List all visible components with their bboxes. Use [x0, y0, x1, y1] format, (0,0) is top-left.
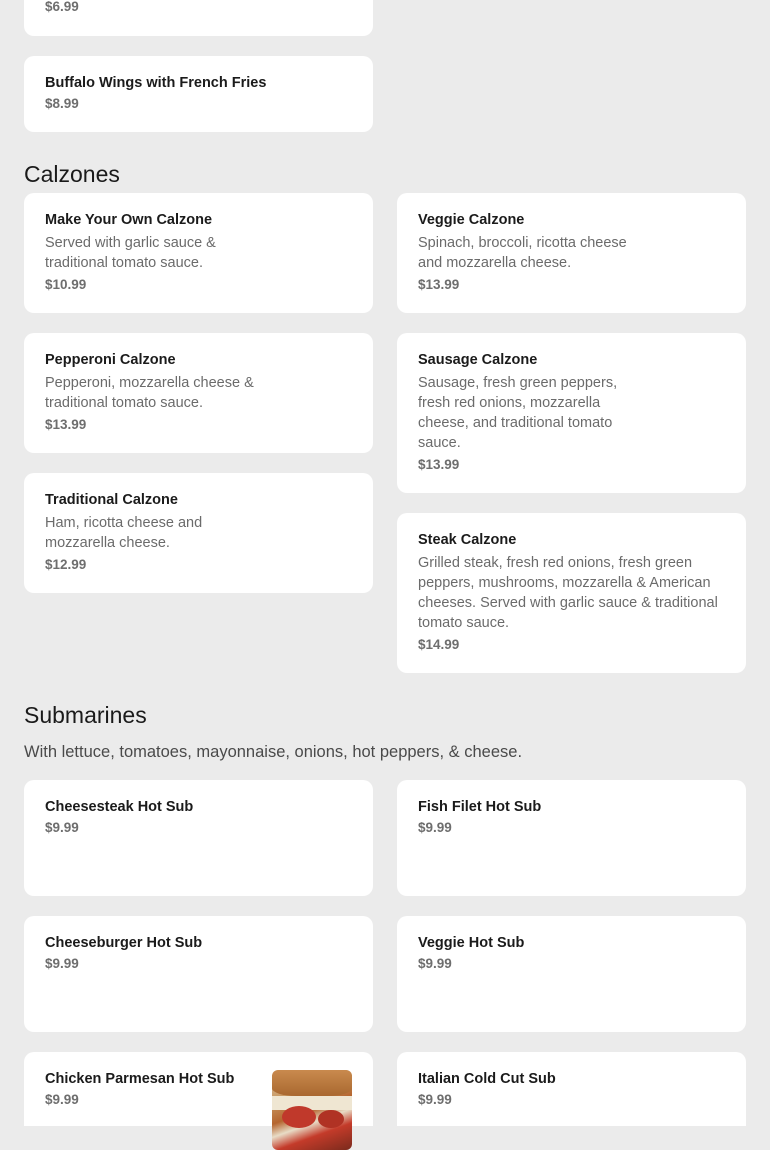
item-price: $13.99 — [418, 457, 460, 472]
item-description: Pepperoni, mozzarella cheese & traditional tomato sauce. — [45, 375, 254, 411]
menu-item-card[interactable] — [24, 1052, 373, 1126]
item-name: Sausage Calzone — [418, 352, 538, 368]
item-name: Make Your Own Calzone — [45, 212, 213, 228]
item-description: Grilled steak, fresh red onions, fresh green peppers, mushrooms, mozzarella & American cheeses. Served with garlic sauce & traditional tomato sauce. — [418, 555, 718, 631]
item-price: $6.99 — [45, 0, 79, 14]
item-price: $14.99 — [418, 637, 460, 652]
item-name: Buffalo Wings with French Fries — [45, 75, 267, 91]
menu-item-card[interactable] — [24, 193, 373, 313]
item-description: Ham, ricotta cheese and mozzarella cheese. — [45, 515, 203, 551]
item-price: $9.99 — [418, 1092, 452, 1107]
item-price: $8.99 — [45, 96, 79, 111]
menu-item-card[interactable] — [397, 916, 746, 1032]
menu-item-card[interactable] — [397, 193, 746, 313]
item-name: Cheesesteak Hot Sub — [45, 799, 194, 815]
menu-item-card[interactable] — [397, 513, 746, 673]
item-price: $13.99 — [418, 277, 460, 292]
item-name: Traditional Calzone — [45, 492, 178, 508]
item-price: $10.99 — [45, 277, 87, 292]
menu-item-card[interactable] — [397, 780, 746, 896]
item-price: $9.99 — [45, 956, 79, 971]
menu-item-card[interactable] — [24, 473, 373, 593]
item-price: $9.99 — [418, 956, 452, 971]
item-name: Veggie Hot Sub — [418, 935, 525, 951]
item-price: $9.99 — [45, 1092, 79, 1107]
item-price: $13.99 — [45, 417, 87, 432]
item-name: Pepperoni Calzone — [45, 352, 176, 368]
menu-item-card[interactable] — [24, 0, 373, 36]
item-name: Steak Calzone — [418, 532, 517, 548]
item-name: Cheeseburger Hot Sub — [45, 935, 203, 951]
item-description: Spinach, broccoli, ricotta cheese and mozzarella cheese. — [418, 235, 627, 271]
item-price: $9.99 — [45, 820, 79, 835]
menu-item-card[interactable] — [24, 56, 373, 132]
item-name: Fish Filet Hot Sub — [418, 799, 542, 815]
sub-sandwich-image — [272, 1070, 352, 1150]
item-name: Chicken Parmesan Hot Sub — [45, 1071, 235, 1087]
menu-item-card[interactable] — [397, 333, 746, 493]
item-price: $9.99 — [418, 820, 452, 835]
item-description: Sausage, fresh green peppers, fresh red onions, mozzarella cheese, and traditional tomato sauce. — [418, 375, 618, 451]
section-title-calzones: Calzones — [24, 161, 120, 187]
item-price: $12.99 — [45, 557, 87, 572]
item-name: Veggie Calzone — [418, 212, 525, 228]
menu-item-card[interactable] — [24, 916, 373, 1032]
item-name: Italian Cold Cut Sub — [418, 1071, 556, 1087]
item-description: Served with garlic sauce & traditional tomato sauce. — [45, 235, 216, 271]
menu-item-card[interactable] — [397, 1052, 746, 1126]
menu-item-card[interactable] — [24, 333, 373, 453]
menu-item-card[interactable] — [24, 780, 373, 896]
section-subtitle: With lettuce, tomatoes, mayonnaise, onions, hot peppers, & cheese. — [24, 743, 523, 761]
section-title-submarines: Submarines — [24, 702, 147, 728]
